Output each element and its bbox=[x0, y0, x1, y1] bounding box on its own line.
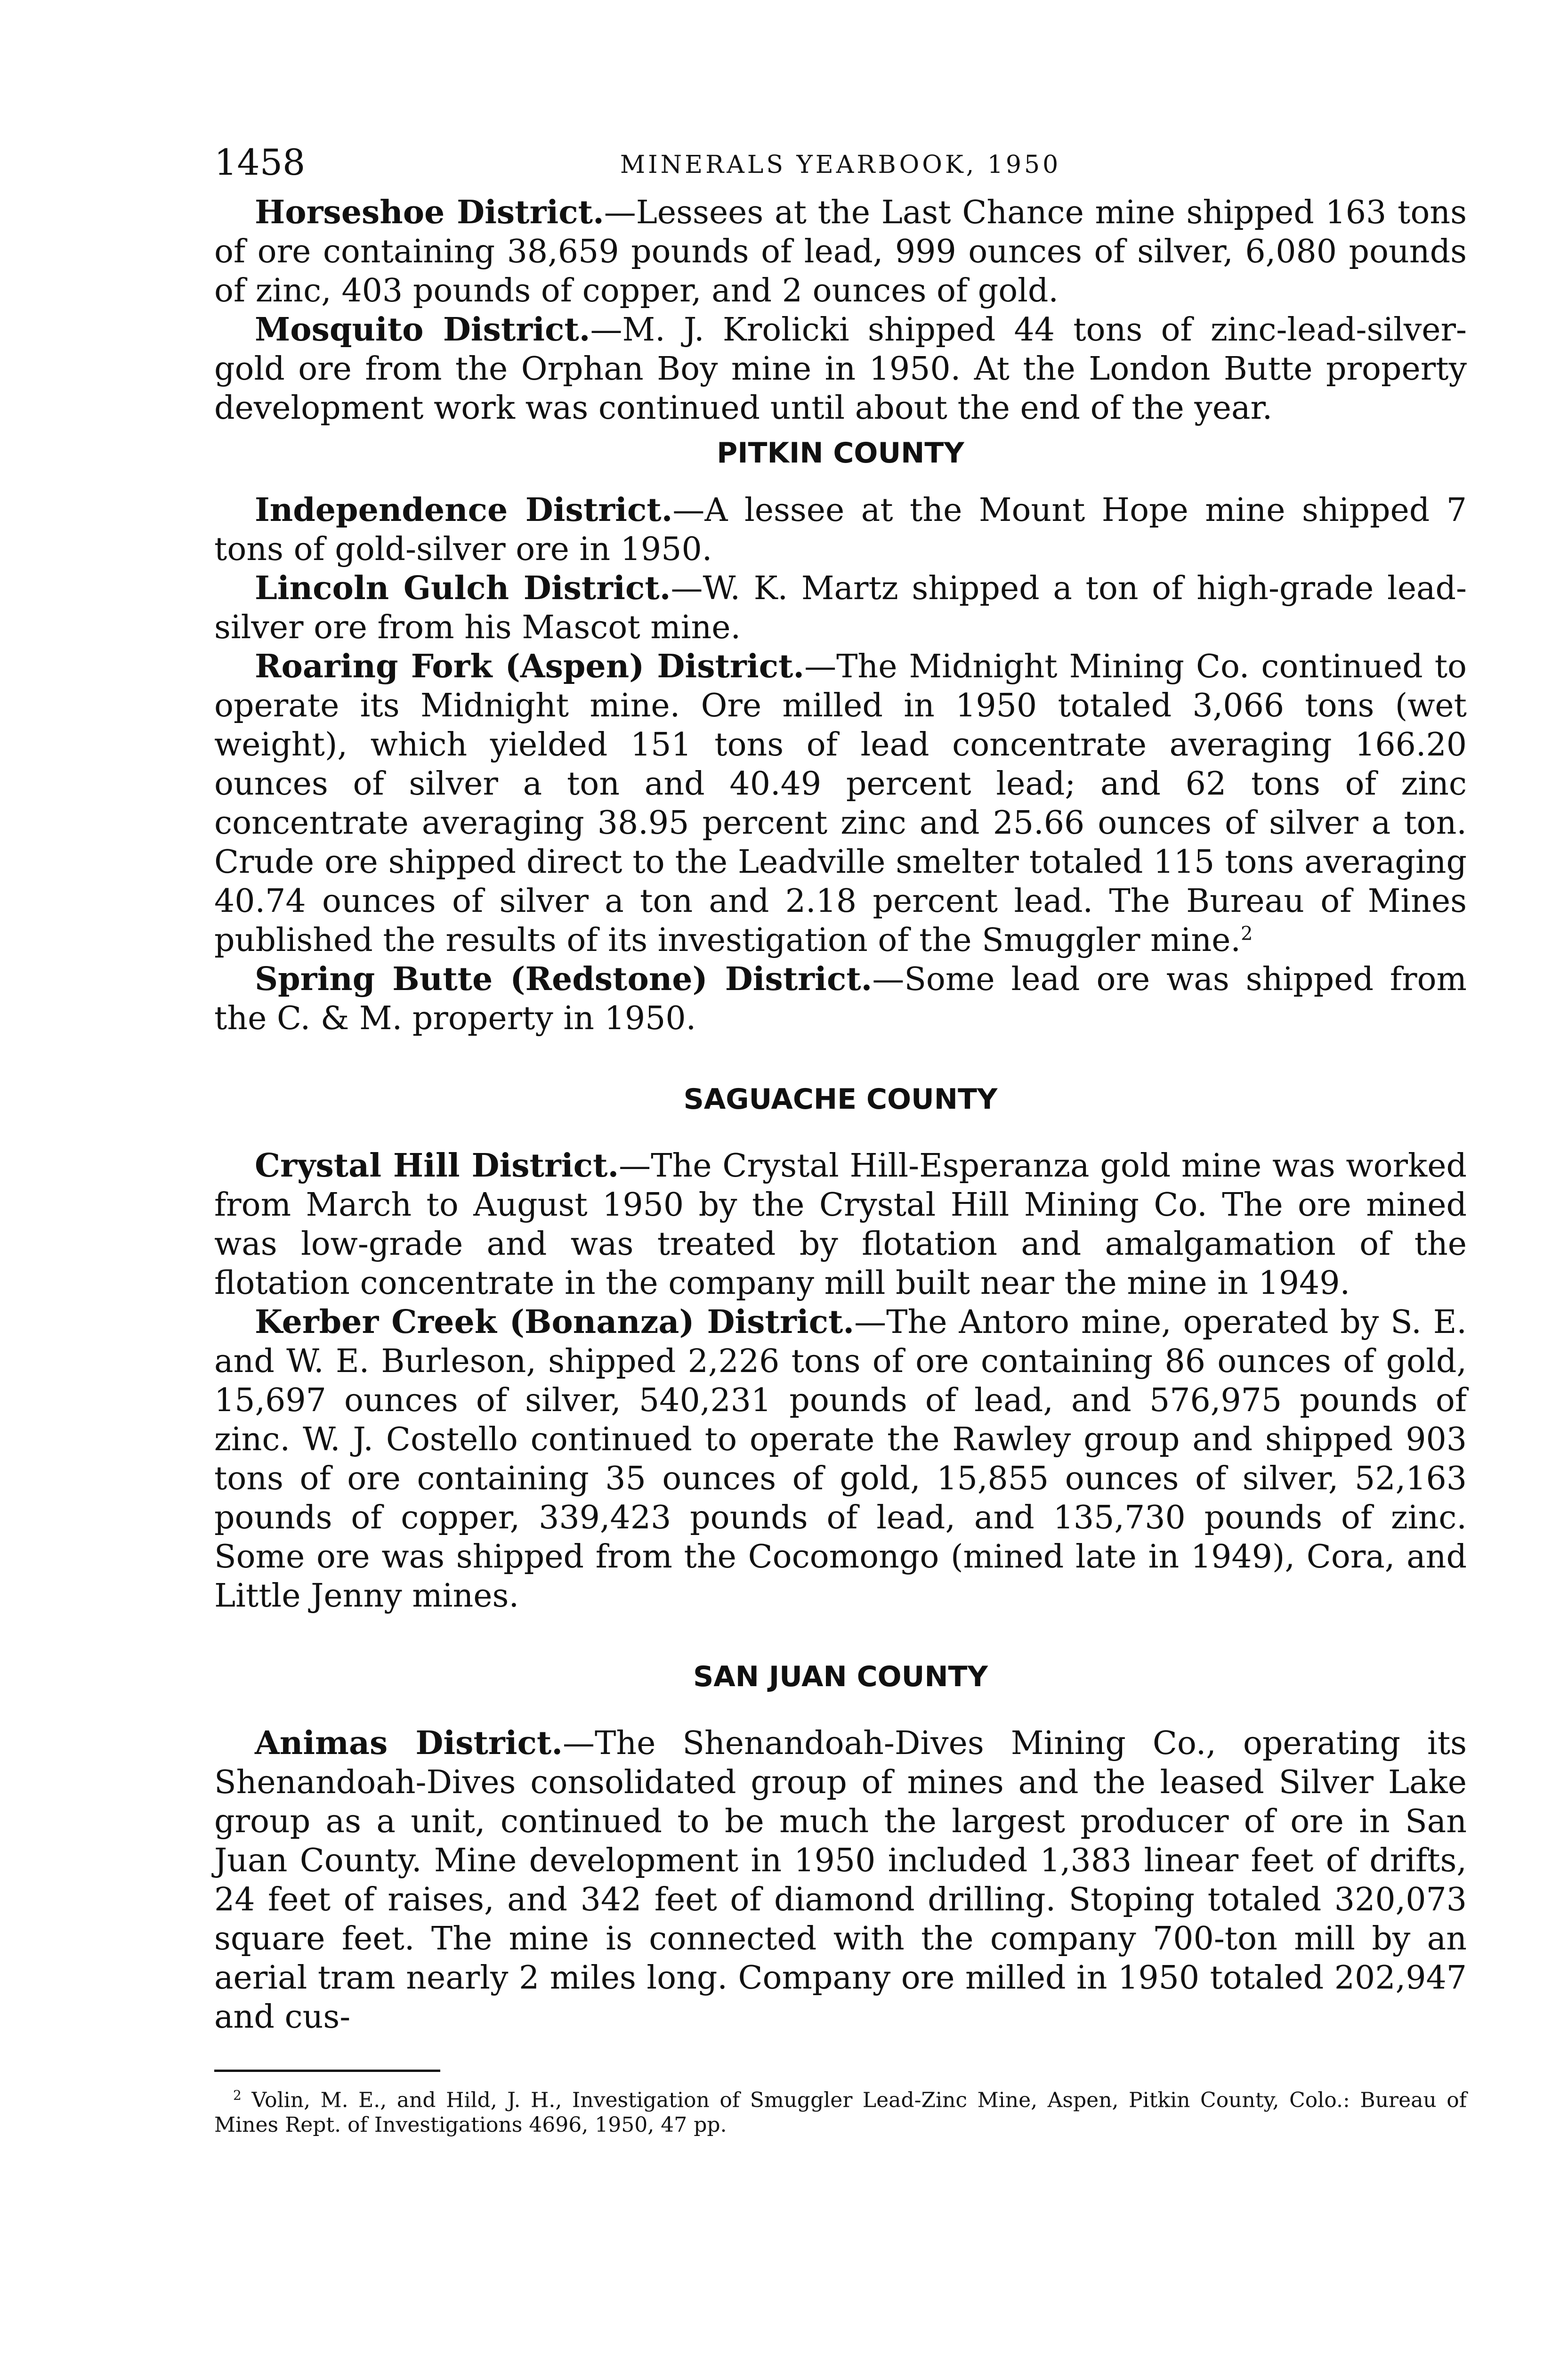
footnote bbox=[214, 2083, 1467, 2137]
paragraph-text: —The Antoro mine, operated by S. E. and W. E. Burleson, shipped 2,226 tons of ore containing 86 ounces of gold, 15,697 ounces of silver, 540,231 pounds of lead, and 576,975 pounds of zinc. W. J. Costello continued to operate the Rawley group and shipped 903 tons of ore containing 35 ounces of gold, 15,855 ounces of silver, 52,163 pounds of copper, 339,423 pounds of lead, and 135,730 pounds of zinc. Some ore was shipped from the Cocomongo (mined late in 1949), Cora, and Little Jenny mines. bbox=[214, 1304, 1467, 1615]
district-name: Lincoln Gulch District. bbox=[255, 569, 671, 607]
paragraph-animas-district bbox=[214, 1724, 1467, 2037]
district-name: Kerber Creek (Bonanza) District. bbox=[255, 1303, 855, 1341]
running-header bbox=[214, 141, 1467, 193]
footnote-text: Volin, M. E., and Hild, J. H., Investigation of Smuggler Lead-Zinc Mine, Aspen, Pitkin County, Colo.: Bureau of Mines Rept. of Investigations 4696, 1950, 47 pp. bbox=[214, 2088, 1467, 2137]
paragraph-text: —The Crystal Hill-Esperanza gold mine was worked from March to August 1950 by the Crystal Hill Mining Co. The ore mined was low-grade and was treated by flotation and amalgamation of the flotation concentrate in the company mill built near the mine in 1949. bbox=[214, 1147, 1467, 1302]
document-page bbox=[214, 141, 1467, 2137]
paragraph-spring-butte-district bbox=[214, 960, 1467, 1038]
district-name: Horseshoe District. bbox=[255, 194, 604, 231]
heading-saguache-county: SAGUACHE COUNTY bbox=[683, 1083, 998, 1116]
paragraph-lincoln-gulch-district bbox=[214, 569, 1467, 647]
heading-pitkin-county: PITKIN COUNTY bbox=[717, 437, 964, 470]
running-title: MINERALS YEARBOOK, 1950 bbox=[620, 151, 1061, 179]
page-number: 1458 bbox=[214, 141, 306, 183]
district-name: Animas District. bbox=[255, 1724, 563, 1762]
paragraph-horseshoe-district bbox=[214, 193, 1467, 310]
paragraph-text: —Lessees at the Last Chance mine shipped 163 tons of ore containing 38,659 pounds of lead, 999 ounces of silver, 6,080 pounds of zinc, 403 pounds of copper, and 2 ounces of gold. bbox=[214, 194, 1467, 309]
district-name: Independence District. bbox=[255, 491, 673, 529]
paragraph-text: —A lessee at the Mount Hope mine shipped 7 tons of gold-silver ore in 1950. bbox=[214, 492, 1467, 568]
paragraph-kerber-creek-district bbox=[214, 1303, 1467, 1616]
district-name: Spring Butte (Redstone) District. bbox=[255, 960, 873, 998]
paragraph-text: —The Midnight Mining Co. continued to operate its Midnight mine. Ore milled in 1950 totaled 3,066 tons (wet weight), which yielded 151 tons of lead concentrate averaging 166.20 ounces of silver a ton and 40.49 percent lead; and 62 tons of zinc concentrate averaging 38.95 percent zinc and 25.66 ounces of silver a ton. Crude ore shipped direct to the Leadville smelter totaled 115 tons averaging 40.74 ounces of silver a ton and 2.18 percent lead. The Bureau of Mines published the results of its investigation of the Smuggler mine. bbox=[214, 648, 1467, 959]
paragraph-crystal-hill-district bbox=[214, 1146, 1467, 1303]
heading-san-juan-county: SAN JUAN COUNTY bbox=[693, 1660, 988, 1693]
footnote-divider bbox=[214, 2070, 440, 2072]
paragraph-roaring-fork-district bbox=[214, 647, 1467, 960]
district-name: Roaring Fork (Aspen) District. bbox=[255, 648, 805, 685]
paragraph-text: —W. K. Martz shipped a ton of high-grade lead-silver ore from his Mascot mine. bbox=[214, 570, 1467, 646]
paragraph-mosquito-district bbox=[214, 310, 1467, 428]
footnote-reference: 2 bbox=[1241, 923, 1253, 945]
district-name: Crystal Hill District. bbox=[255, 1147, 619, 1185]
paragraph-independence-district bbox=[214, 491, 1467, 569]
paragraph-text: —M. J. Krolicki shipped 44 tons of zinc-lead-silver-gold ore from the Orphan Boy mine in 1950. At the London Butte property development work was continued until about the end of the year. bbox=[214, 311, 1467, 427]
paragraph-text: —Some lead ore was shipped from the C. & M. property in 1950. bbox=[214, 961, 1467, 1037]
footnote-marker: 2 bbox=[233, 2087, 242, 2103]
paragraph-text: —The Shenandoah-Dives Mining Co., operating its Shenandoah-Dives consolidated group of mines and the leased Silver Lake group as a unit, continued to be much the largest producer of ore in San Juan County. Mine development in 1950 included 1,383 linear feet of drifts, 24 feet of raises, and 342 feet of diamond drilling. Stoping totaled 320,073 square feet. The mine is connected with the company 700-ton mill by an aerial tram nearly 2 miles long. Company ore milled in 1950 totaled 202,947 and cus- bbox=[214, 1725, 1467, 2036]
district-name: Mosquito District. bbox=[255, 311, 590, 349]
